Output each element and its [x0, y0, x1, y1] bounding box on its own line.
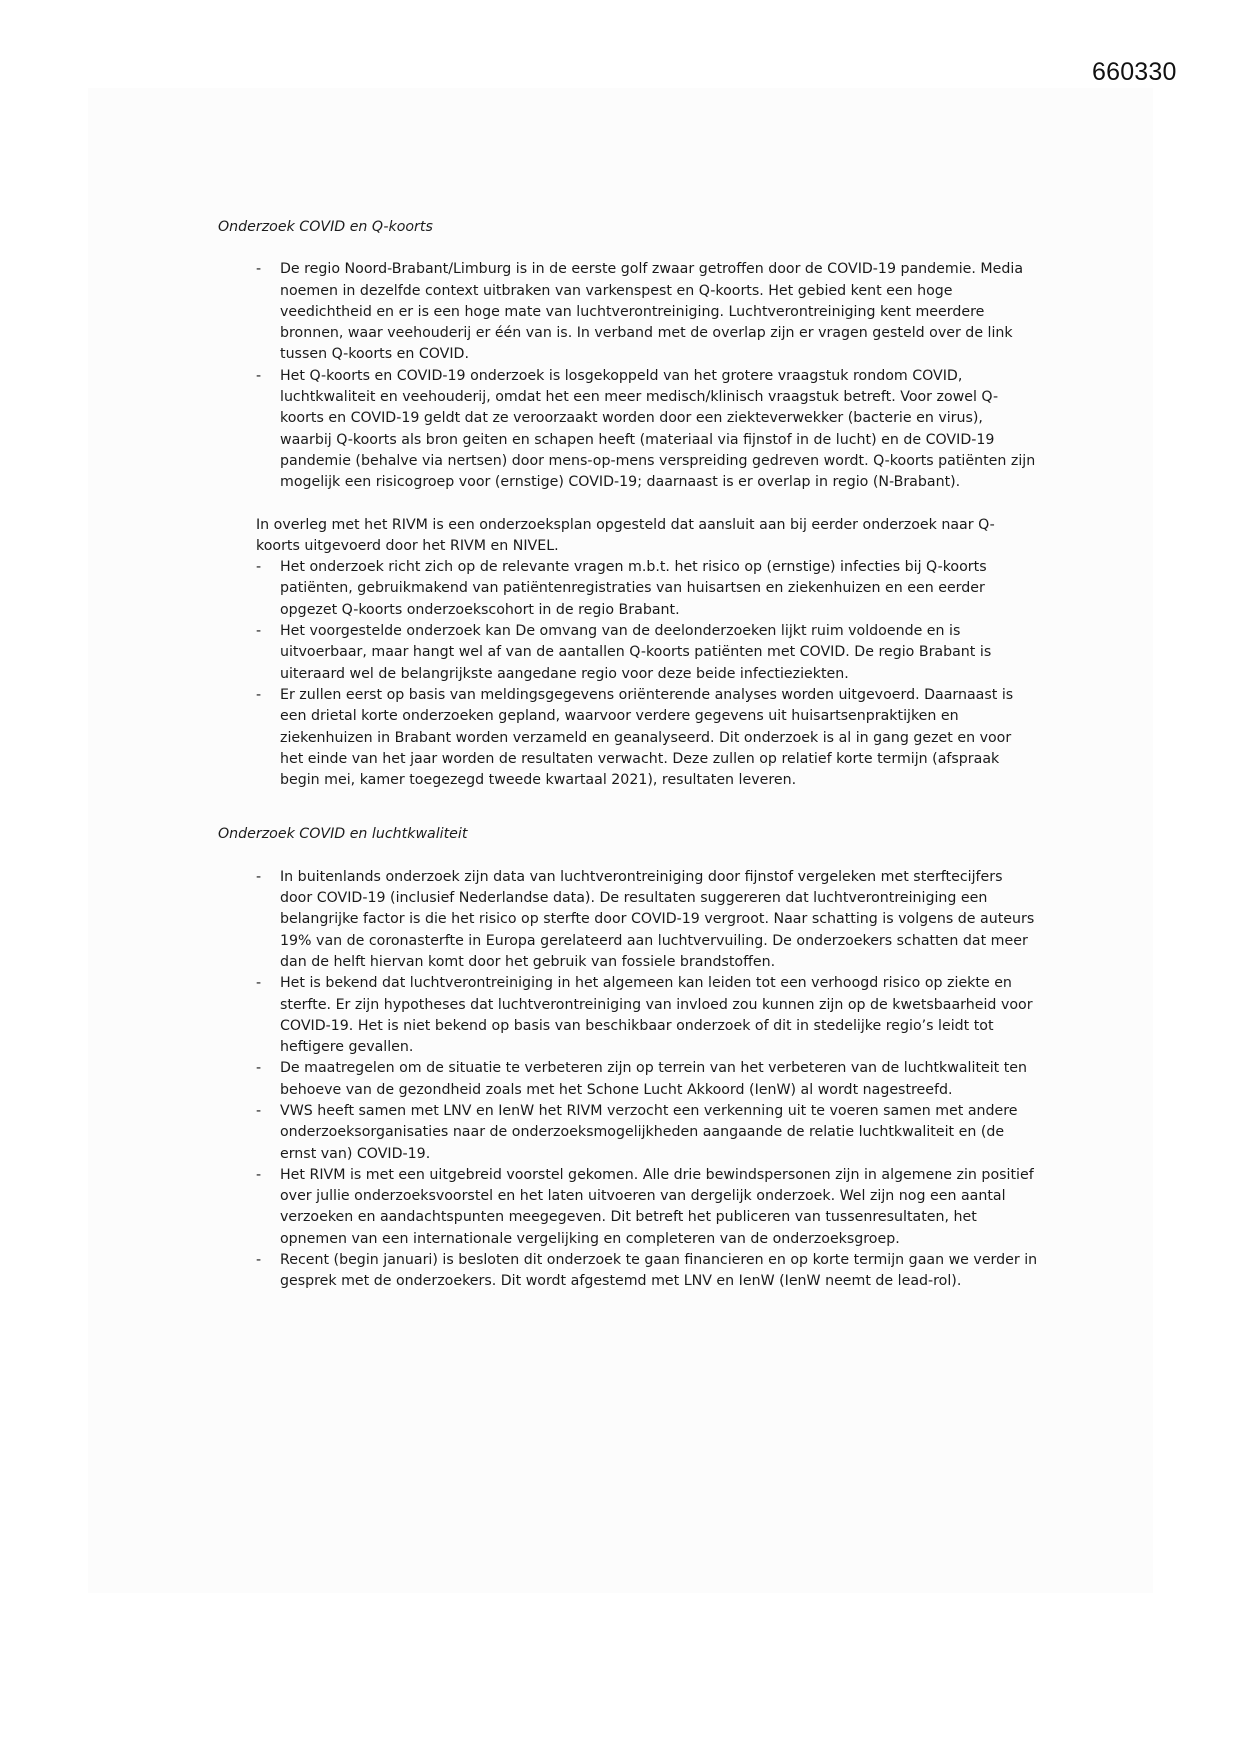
bullet-dash: - — [256, 975, 262, 992]
list-item: - In buitenlands onderzoek zijn data van luchtverontreiniging door fijnstof vergeleken met sterftecijfers door COVID-19 (inclusief Nederlandse data). De resultaten suggereren dat luchtverontreiniging een belangrijke factor is die het risico op sterfte door COVID-19 vergroot. Naar schatting is volgens de auteurs 19% van de coronasterfte in Europa gerelateerd aan luchtvervuiling. De onderzoekers schatten dat meer dan de helft hiervan komt door het gebruik van fossiele brandstoffen. — [256, 868, 1035, 970]
bullet-dash: - — [256, 623, 262, 640]
bullet-dash: - — [256, 1060, 262, 1077]
bullet-dash: - — [256, 868, 262, 885]
q-koorts-bullet-list-a — [218, 259, 1038, 493]
bullet-dash: - — [256, 1252, 262, 1269]
bullet-dash: - — [256, 1102, 262, 1119]
list-item: - Er zullen eerst op basis van meldingsgegevens oriënterende analyses worden uitgevoerd. Daarnaast is een drietal korte onderzoeken gepland, waarvoor verdere gegevens uit huisartsenpraktijken en ziekenhuizen in Brabant worden verzameld en geanalyseerd. Dit onderzoek is al in gang gezet en voor het einde van het jaar worden de resultaten verwacht. Deze zullen op relatief korte termijn (afspraak begin mei, kamer toegezegd tweede kwartaal 2021), resultaten leveren. — [256, 686, 1014, 789]
list-item: - Het onderzoek richt zich op de relevante vragen m.b.t. het risico op (ernstige) infecties bij Q-koorts patiënten, gebruikmakend van patiëntenregistraties van huisartsen en ziekenhuizen en een eerder opgezet Q-koorts onderzoekscohort in de regio Brabant. — [256, 559, 987, 618]
bullet-dash: - — [256, 559, 262, 576]
section-title-luchtkwaliteit: Onderzoek COVID en luchtkwaliteit — [218, 826, 468, 843]
document-body — [218, 217, 1038, 1293]
list-item: - Het is bekend dat luchtverontreiniging in het algemeen kan leiden tot een verhoogd risico op ziekte en sterfte. Er zijn hypotheses dat luchtverontreiniging van invloed zou kunnen zijn op de kwetsbaarheid voor COVID-19. Het is niet bekend op basis van beschikbaar onderzoek of dit in stedelijke regio’s leidt tot heftigere gevallen. — [256, 975, 1033, 1056]
bullet-dash: - — [256, 686, 262, 703]
list-item: - Het Q-koorts en COVID-19 onderzoek is losgekoppeld van het grotere vraagstuk rondom COVID, luchtkwaliteit en veehouderij, omdat het een meer medisch/klinisch vraagstuk betreft. Voor zowel Q-koorts en COVID-19 geldt dat ze veroorzaakt worden door een ziekteverwekker (bacterie en virus), waarbij Q-koorts als bron geiten en schapen heeft (materiaal via fijnstof in de lucht) en de COVID-19 pandemie (behalve via nertsen) door mens-op-mens verspreiding gedreven wordt. Q-koorts patiënten zijn mogelijk een risicogroep voor (ernstige) COVID-19; daarnaast is er overlap in regio (N-Brabant). — [256, 367, 1036, 491]
list-item: - Het voorgestelde onderzoek kan De omvang van de deelonderzoeken lijkt ruim voldoende en is uitvoerbaar, maar hangt wel af van de aantallen Q-koorts patiënten met COVID. De regio Brabant is uiteraard wel de belangrijkste aangedane regio voor deze beide infectieziekten. — [256, 623, 992, 682]
bullet-dash: - — [256, 367, 262, 384]
q-koorts-bullet-list-b — [218, 557, 1038, 791]
bullet-dash: - — [256, 1166, 262, 1183]
q-koorts-intro-paragraph: In overleg met het RIVM is een onderzoeksplan opgesteld dat aansluit aan bij eerder onderzoek naar Q-koorts uitgevoerd door het RIVM en NIVEL. — [256, 516, 995, 554]
section-title-q-koorts: Onderzoek COVID en Q-koorts — [218, 219, 433, 235]
bullet-dash: - — [256, 261, 262, 278]
list-item: - De regio Noord-Brabant/Limburg is in de eerste golf zwaar getroffen door de COVID-19 pandemie. Media noemen in dezelfde context uitbraken van varkenspest en Q-koorts. Het gebied kent een hoge veedichtheid en er is een hoge mate van luchtverontreiniging. Luchtverontreiniging kent meerdere bronnen, waar veehouderij er één van is. In verband met de overlap zijn er vragen gesteld over de link tussen Q-koorts en COVID. — [256, 261, 1024, 363]
list-item: - Het RIVM is met een uitgebreid voorstel gekomen. Alle drie bewindspersonen zijn in algemene zin positief over jullie onderzoeksvoorstel en het laten uitvoeren van dergelijk onderzoek. Wel zijn nog een aantal verzoeken en aandachtspunten meegegeven. Dit betreft het publiceren van tussenresultaten, het opnemen van een internationale vergelijking en completeren van de onderzoeksgroep. — [256, 1166, 1034, 1247]
document-id-stamp: 660330 — [1092, 58, 1177, 86]
list-item: - De maatregelen om de situatie te verbeteren zijn op terrein van het verbeteren van de luchtkwaliteit ten behoeve van de gezondheid zoals met het Schone Lucht Akkoord (IenW) al wordt nagestreefd. — [256, 1060, 1028, 1098]
luchtkwaliteit-bullet-list — [218, 867, 1038, 1293]
list-item: - Recent (begin januari) is besloten dit onderzoek te gaan financieren en op korte termijn gaan we verder in gesprek met de onderzoekers. Dit wordt afgestemd met LNV en IenW (IenW neemt de lead-rol). — [256, 1252, 1038, 1290]
list-item: - VWS heeft samen met LNV en IenW het RIVM verzocht een verkenning uit te voeren samen met andere onderzoeksorganisaties naar de onderzoeksmogelijkheden aangaande de relatie luchtkwaliteit en (de ernst van) COVID-19. — [256, 1102, 1018, 1162]
